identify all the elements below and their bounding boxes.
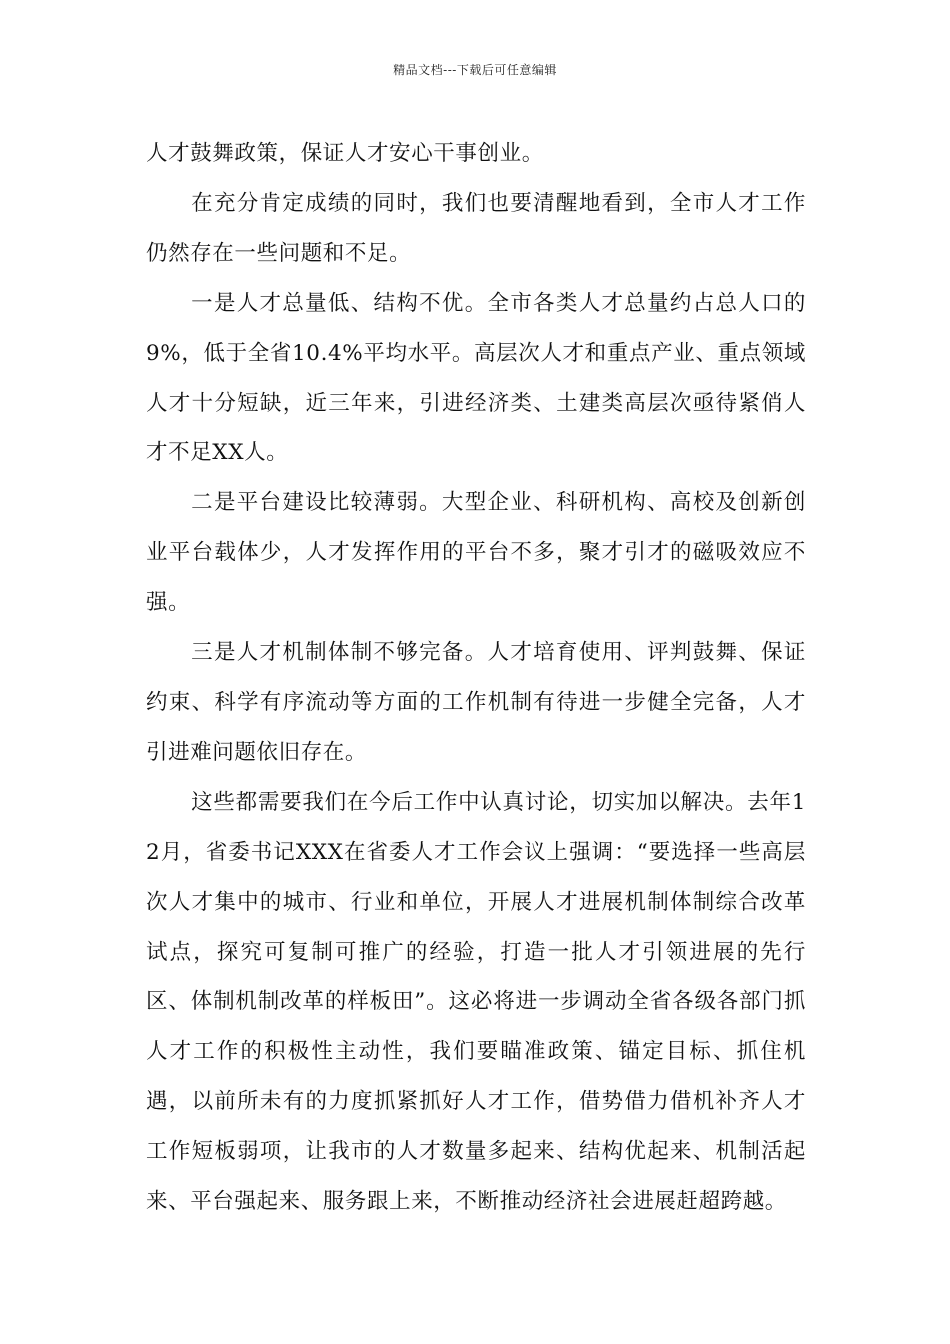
paragraph-problem-one: 一是人才总量低、结构不优。全市各类人才总量约占总人口的9%，低于全省10.4%平均水平。高层次人才和重点产业、重点领域人才十分短缺，近三年来，引进经济类、土建类高层次亟待紧俏人才不足XX人。 xyxy=(146,290,806,466)
page-header: 精品文档---下载后可任意编辑 xyxy=(393,63,557,77)
paragraph-continuation: 人才鼓舞政策，保证人才安心干事创业。 xyxy=(146,141,544,166)
paragraph-problem-three: 三是人才机制体制不够完备。人才培育使用、评判鼓舞、保证约束、科学有序流动等方面的工作机制有待进一步健全完备，人才引进难问题依旧存在。 xyxy=(146,640,806,765)
document-body xyxy=(146,129,806,1227)
paragraph-problem-two: 二是平台建设比较薄弱。大型企业、科研机构、高校及创新创业平台载体少，人才发挥作用的平台不多，聚才引才的磁吸效应不强。 xyxy=(146,490,806,616)
paragraph-conclusion: 这些都需要我们在今后工作中认真讨论，切实加以解决。去年12月，省委书记XXX在省委人才工作会议上强调：“要选择一些高层次人才集中的城市、行业和单位，开展人才进展机制体制综合改革试点，探究可复制可推广的经验，打造一批人才引领进展的先行区、体制机制改革的样板田”。这必将进一步调动全省各级各部门抓人才工作的积极性主动性，我们要瞄准政策、锚定目标、抓住机遇，以前所未有的力度抓紧抓好人才工作，借势借力借机补齐人才工作短板弱项，让我市的人才数量多起来、结构优起来、机制活起来、平台强起来、服务跟上来，不断推动经济社会进展赶超跨越。 xyxy=(146,789,806,1215)
paragraph-problems-intro: 在充分肯定成绩的同时，我们也要清醒地看到，全市人才工作仍然存在一些问题和不足。 xyxy=(146,190,806,266)
